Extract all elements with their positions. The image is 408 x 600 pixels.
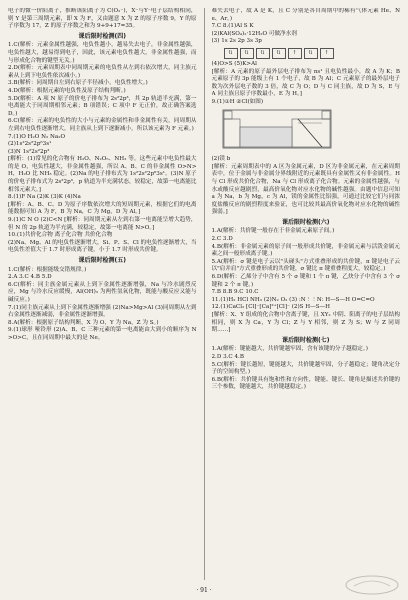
orbital-diagram [224,48,401,58]
orbital-box-icon: ↑ [288,48,302,59]
paragraph: 8.A(解析：根据原子结构判断，X 为 O，Y 为 Na，Z 为 S。) [8,319,159,326]
paragraph: 7.(1)同主族元素从上到下金属性逐渐增强 (2)Na>Mg>Al (3)同周期从左到右金属性逐渐减弱，非金属性逐渐增强。 [8,304,197,319]
paragraph: [解析：A 元素的原子最外层电子排布为 ns¹ 且电负性最小，故 A 为 K；B 元素原子的 3p 能级上有 1 个电子，故 B 为 Al；C 元素原子的最外层电子数为次外层电子数的 3 倍，故 C 为 O；D 与 C 同主族，故 D 为 S，E 与 A 同主族且原子序数最小，E 为 H。] [211,68,400,98]
paragraph: [解析：X、Y 组成的化合物中含离子键，且 XY₂ 中阴、阳离子的电子层结构相同，则 X 为 Ca，Y 为 Cl；Z 与 Y 相邻，则 Z 为 S；W 与 Z 同周期……] [211,312,400,334]
orbital-box-icon: ⇅ [240,48,254,59]
paragraph: 5.C(解析：键长越短，键能越大，共价键越牢固，分子越稳定；键角决定分子的空间构型。) [211,361,400,376]
paragraph: 9.(1)球形 哑铃形 (2)A、B、C 三种元素的第一电离能由大到小的顺序为 N>O>C，且在同周期中最大的是 Ne。 [8,327,197,341]
paragraph: (2)1s²2s²2p⁶3s¹ [8,141,52,148]
paragraph: 5.D(解析：A 项 N 原子的价电子排布为 2s²2p³，其 2p 轨道半充满，第一电离能大于同周期相邻元素；B 项错误；C 项中 F 无正价，故正确答案选 D。) [8,95,197,117]
paragraph: 4.D(解析：根据元素的电负性及原子结构判断。) [8,87,126,94]
paragraph: 2.C 3.D [211,236,233,243]
orbital-box-icon: ⇅ [256,48,270,59]
section-title: 课后限时检测(六) [282,218,330,226]
paragraph: 4.B(解析：非金属元素的原子间一般形成共价键，非金属元素与活泼金属元素之间一般形成离子键。) [211,243,400,258]
paragraph: 9.(1)C N O (2)C<N [解析：同周期元素从左到右第一电离能呈增大趋势，但 N 的 2p 轨道为半充满，较稳定，故第一电离能 N>O。] [8,217,197,231]
section-title: 课后限时检测(七) [282,336,330,344]
periodic-table-figure [222,109,332,149]
paragraph: (3)N 1s²2s²2p³ [8,148,50,155]
paragraph: [解析：A、B、C、D 为原子序数依次增大的短周期元素，根据它们的电离能数据可知 A 为 F，B 为 Na，C 为 Mg，D 为 Al。] [8,201,197,216]
paragraph: 1.C(解析：元素金属性越强，电负性越小，越易失去电子，非金属性越强，电负性越大，越易得到电子，因此，该元素电负性越大，非金属性越强，而与形成化合物的键型无关。) [8,42,197,64]
paragraph: (2)镁 b [211,156,231,163]
paragraph: 7.(1)O H₂O N₂ Na₂O [8,133,66,140]
paragraph: 2.D(解析：元素周期表中同周期元素的电负性从左到右依次增大，同主族元素从上到下电负性依次减小。) [8,65,197,79]
paragraph: [解析：(1)常见的化合物有 H₂O、N₂O₅、NH₃ 等，这些元素中电负性最大的是 O，电负性越大，非金属性越强，所以 A、B、C 的非金属性 O>N>H，H₂O 比 NH₃ 稳定。(2)Na 的电子排布式为 1s²2s²2p⁶3s¹。(3)N 原子的价电子排布式为 2s²2p³，p 轨道为半充满状态，较稳定，故第一电离能比相邻元素大。] [8,156,197,193]
paragraph: 5.A(解析：σ 键是电子云以"头碰头"方式重叠形成的共价键，π 键是电子云以"肩并肩"方式重叠形成的共价键，σ 键比 π 键重叠程度大，较稳定。) [211,258,400,273]
paragraph: 7.C 8.(1)Al S K [211,23,254,30]
paragraph: (2)Na、Mg、Al 的电负性逐渐增大，Si、P、S、Cl 的电负性逐渐增大，当电负性差值大于 1.7 时形成离子键，小于 1.7 时形成共价键。 [8,239,197,254]
paragraph: 电子的微一价阳离子，推断该阳离子为 C(O₂⁻)，X⁻与Y⁻电子层结构相同，则 Y 是第三周期元素，即 X 为 F，又由题意 X 为 Z 的原子序数 9，Y 的原子序数为 17，Z 的原子序数之和为 9+9+17=35。 [8,8,197,30]
paragraph: 1.A(解析：键能越大，共价键越牢固，含有该键的分子越稳定。) [211,346,368,353]
paragraph: 6.D(解析：乙烯分子中含有 5 个 σ 键和 1 个 π 键，乙炔分子中含有 3 个 σ 键和 2 个 π 键。) [211,274,400,288]
paragraph: 3.B(解析：同周期自左到右原子半径减小，电负性增大。) [8,80,148,87]
paragraph: 11.(1)H₂ HCl NH₃ (2)N₂ O₂ (3) :N⋮⋮N: H—S—H O=C=O [211,296,375,303]
paragraph: (3) 1s 2s 2p 3s 3p [211,38,262,45]
paragraph: 8.(1)F Na (2)K (3)K (4)Na [8,194,81,201]
orbital-box-icon: ⇅ [272,48,286,59]
paragraph: 1.C(解析：根据能级交错规律。) [8,266,87,273]
page-number: · 91 · [196,587,212,594]
section-title: 课后限时检测(四) [78,32,126,40]
section-title: 课后限时检测(五) [78,257,126,264]
two-column-layout [8,8,400,580]
right-column [212,8,401,580]
paragraph: 6.B(解析：共价键具有饱和性和方向性，键能、键长、键角是描述共价键的三个参数，键能越大，共价键越稳定。) [211,376,400,391]
paragraph: [解析：元素周期表中的 A 区为金属元素，D 区为非金属元素，在元素周期表中，位于金属与非金属分界线附近的元素既具有金属性又有非金属性。H 与 Cl 形成共价化合物，Na 与 Cl 形成离子化合物。元素的金属性越强，与水或酸反应越剧烈，最高价氧化物对应水化物的碱性越强。由题中信息可知 a 为 Na，b 为 Mg，c 为 Al，镁的金属性比铝强，可通过比较它们与同浓度盐酸反应的剧烈程度来验证，也可比较其最高价氧化物对应水化物的碱性强弱。] [211,163,400,216]
paragraph: 难失去电子，故 A 是 K，且 C 分别是各自周期中的稀有气体元素 He、Ne、Ar。) [211,8,400,22]
paragraph: (4)O>S (5)K>Al [211,60,257,67]
paragraph: 7.B 8.B 9.C 10.C [211,289,259,296]
paragraph: 2.D 3.C 4.B [211,353,244,360]
column-divider [204,8,205,580]
left-column [8,8,197,580]
paragraph: 1.A(解析：共价键一般存在于非金属元素原子间。) [211,228,335,235]
paragraph: 6.C(解析：同主族金属元素从上到下金属性逐渐增强，Na 与冷水剧烈反应，Mg 与冷水反应缓慢，Al(OH)₃ 为两性氢氧化物，既能与酸反应又能与碱反应。) [8,281,197,303]
paragraph: (2)KAl(SO₄)₂·12H₂O 可做净水剂 [211,30,297,37]
paragraph: 2.A 3.C 4.B 5.D [8,274,52,281]
paragraph: 12.(1)CaCl₂ [Cl]⁻[Ca]²⁺[Cl]⁻ (2)S H—S—H [211,304,331,311]
paragraph: 6.C(解析：元素的电负性的大小与元素的金属性和非金属性有关，同周期从左到右电负性逐渐增大，同主族从上到下逐渐减小，所以该元素为 F 元素。) [8,118,197,132]
orbital-box-icon: ↑ [320,48,334,59]
orbital-box-icon: ⇅ [224,48,238,59]
orbital-box-icon: ⇅ [304,48,318,59]
paragraph: 9.(1)①H ②Cl(如图) [211,98,264,105]
paragraph: 10.(1)共价化合物 离子化合物 共价化合物 [8,232,113,239]
watermark-stamp-icon [344,574,400,596]
